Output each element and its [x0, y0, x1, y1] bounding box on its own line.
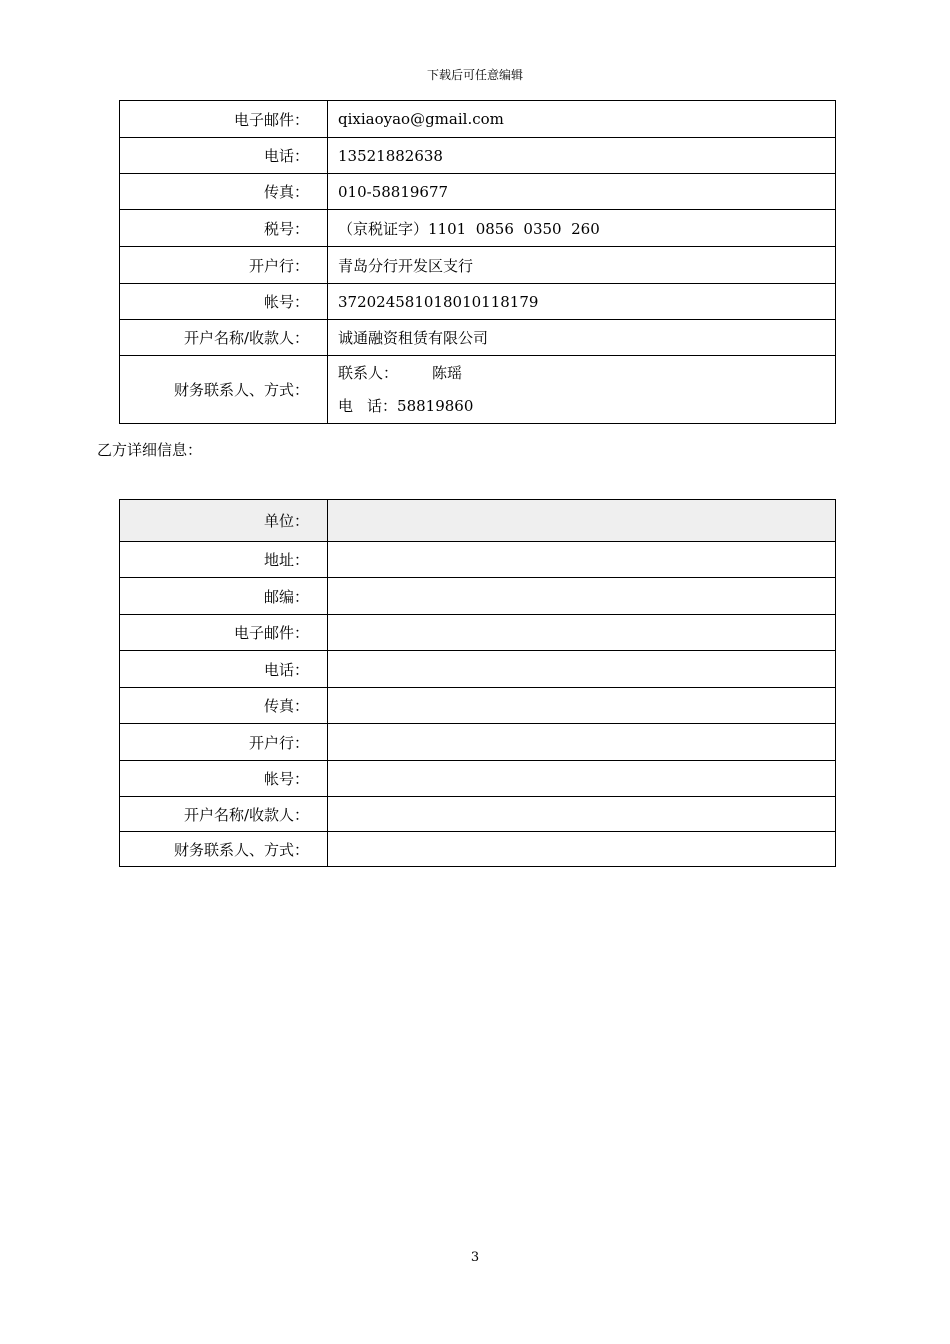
row-label: 税号： — [120, 210, 328, 247]
row-value: 010-58819677 — [328, 174, 836, 210]
row-label: 电话： — [120, 138, 328, 174]
row-label: 帐号： — [120, 284, 328, 320]
table-row — [120, 356, 836, 424]
row-value: （京税证字）1101 0856 0350 260 — [328, 210, 836, 247]
row-value — [328, 542, 836, 578]
row-label: 财务联系人、方式： — [120, 356, 328, 424]
table-row — [120, 542, 836, 578]
table-row — [120, 832, 836, 867]
row-label: 帐号： — [120, 761, 328, 797]
row-value: 青岛分行开发区支行 — [328, 247, 836, 284]
row-label: 邮编： — [120, 578, 328, 615]
table-row — [120, 138, 836, 174]
row-value — [328, 500, 836, 542]
table-row — [120, 797, 836, 832]
row-label: 地址： — [120, 542, 328, 578]
party-b-info-table — [119, 499, 836, 867]
row-value — [328, 724, 836, 761]
page-number: 3 — [470, 1250, 480, 1265]
table-row — [120, 688, 836, 724]
table-row — [120, 651, 836, 688]
row-label: 开户名称/收款人： — [120, 797, 328, 832]
header-note: 下载后可任意编辑 — [426, 68, 523, 82]
row-label: 传真： — [120, 688, 328, 724]
table-row — [120, 210, 836, 247]
contact-label: 联系人： — [338, 363, 399, 382]
row-value: 13521882638 — [328, 138, 836, 174]
contact-phone-line — [338, 390, 835, 423]
row-value — [328, 797, 836, 832]
row-label: 财务联系人、方式： — [120, 832, 328, 867]
finance-contact-cell — [328, 356, 836, 424]
table-row — [120, 101, 836, 138]
table-row — [120, 500, 836, 542]
table-row — [120, 247, 836, 284]
table-row — [120, 320, 836, 356]
row-label: 电话： — [120, 651, 328, 688]
row-value: 诚通融资租赁有限公司 — [328, 320, 836, 356]
row-label: 传真： — [120, 174, 328, 210]
row-value: 372024581018010118179 — [328, 284, 836, 320]
table-row — [120, 578, 836, 615]
row-value — [328, 832, 836, 867]
table-row — [120, 724, 836, 761]
table-row — [120, 284, 836, 320]
row-label: 电子邮件： — [120, 615, 328, 651]
party-b-section-title: 乙方详细信息： — [97, 441, 203, 459]
row-value — [328, 688, 836, 724]
table-row — [120, 615, 836, 651]
row-label: 开户行： — [120, 247, 328, 284]
row-label: 开户名称/收款人： — [120, 320, 328, 356]
phone-value: 58819860 — [397, 396, 474, 415]
row-value — [328, 578, 836, 615]
row-value: qixiaoyao@gmail.com — [328, 101, 836, 138]
contact-person-line — [338, 357, 835, 390]
row-value — [328, 615, 836, 651]
row-value — [328, 651, 836, 688]
table-row — [120, 174, 836, 210]
phone-label-part1: 电 — [338, 396, 354, 415]
row-label: 单位： — [120, 500, 328, 542]
row-label: 开户行： — [120, 724, 328, 761]
party-a-info-table — [119, 100, 836, 424]
contact-name: 陈瑶 — [432, 363, 463, 382]
phone-label-part2: 话： — [367, 396, 398, 415]
row-label: 电子邮件： — [120, 101, 328, 138]
table-row — [120, 761, 836, 797]
row-value — [328, 761, 836, 797]
